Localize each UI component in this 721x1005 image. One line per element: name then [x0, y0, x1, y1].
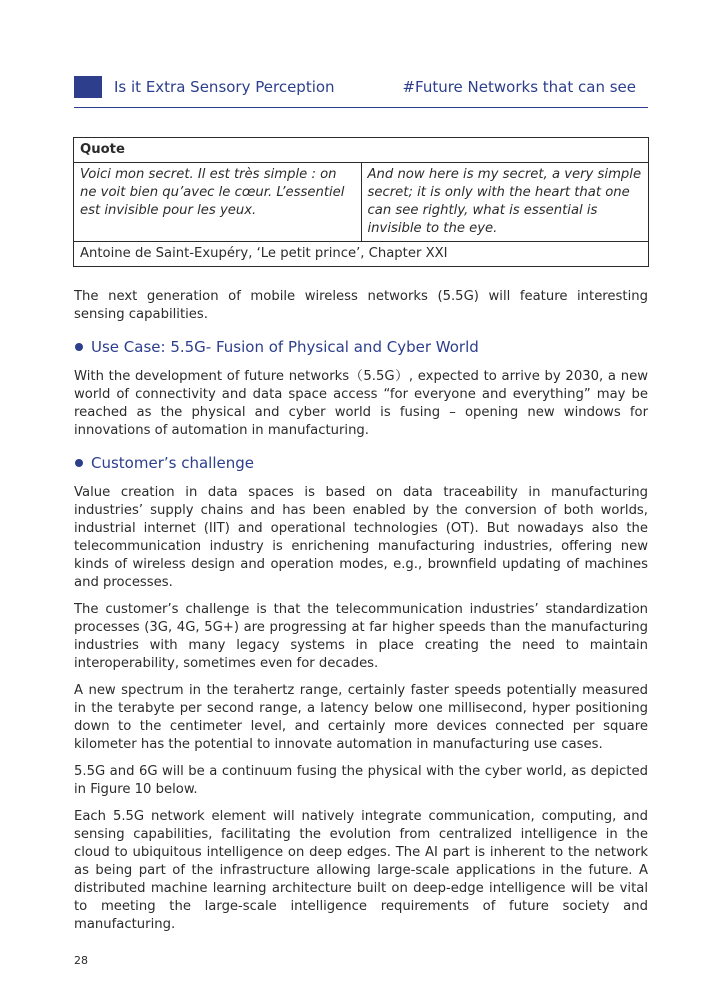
page-number: 28: [74, 954, 88, 967]
quote-table: [73, 137, 649, 267]
paragraph: Value creation in data spaces is based on data traceability in manufacturing industries’ supply chains and has been enabled by the conversion of both worlds, industrial internet (IIT) and operational technologies (OT). But nowadays also the telecommunication industry is enrichening manufacturing industries, offering new kinds of wireless design and operation modes, e.g., brownfield updating of machines and processes.: [74, 485, 648, 590]
bullet-icon: [75, 459, 83, 467]
bullet-icon: [75, 343, 83, 351]
paragraph: Each 5.5G network element will natively integrate communication, computing, and sensing capabilities, facilitating the evolution from centralized intelligence in the cloud to ubiquitous intelligence on deep edges. The AI part is inherent to the network as being part of the infrastructure allowing large-scale applications in the future. A distributed machine learning architecture built on deep-edge intelligence will be vital to meeting the large-scale intelligence requirements of future society and manufacturing.: [74, 809, 648, 932]
section-heading-use-case: [74, 338, 648, 356]
header-left-title: Is it Extra Sensory Perception: [114, 78, 335, 96]
quote-text-row: [74, 163, 649, 242]
quote-french: Voici mon secret. Il est très simple : on ne voit bien qu’avec le cœur. L’essentiel est invisible pour les yeux.: [74, 163, 362, 242]
header-divider: [74, 107, 648, 108]
paragraph: With the development of future networks（5.5G）, expected to arrive by 2030, a new world of connectivity and data space access “for everyone and everything” may be reached as the physical and cyber world is fusing – opening new windows for innovations of automation in manufacturing.: [74, 369, 648, 438]
quote-source: Antoine de Saint-Exupéry, ‘Le petit prince’, Chapter XXI: [74, 242, 649, 267]
section-heading-text: Use Case: 5.5G- Fusion of Physical and Cyber World: [91, 338, 479, 356]
intro-paragraph: The next generation of mobile wireless networks (5.5G) will feature interesting sensing capabilities.: [74, 289, 648, 322]
paragraph: A new spectrum in the terahertz range, certainly faster speeds potentially measured in the terabyte per second range, a latency below one millisecond, hyper positioning down to the centimeter level, and certainly more devices connected per square kilometer has the potential to innovate automation in manufacturing use cases.: [74, 683, 648, 752]
section-heading-text: Customer’s challenge: [91, 454, 254, 472]
page-header: [74, 76, 648, 100]
quote-source-row: [74, 242, 649, 267]
paragraph: The customer’s challenge is that the telecommunication industries’ standardization processes (3G, 4G, 5G+) are progressing at far higher speeds than the manufacturing industries with many legacy systems in place creating the need to maintain interoperability, sometimes even for decades.: [74, 602, 648, 671]
section-heading-customer-challenge: [74, 454, 648, 472]
paragraph: 5.5G and 6G will be a continuum fusing the physical with the cyber world, as depicted in Figure 10 below.: [74, 764, 648, 797]
header-right-title: #Future Networks that can see: [402, 78, 636, 96]
quote-heading: Quote: [74, 138, 649, 163]
main-content: [74, 288, 648, 943]
quote-heading-row: [74, 138, 649, 163]
header-square-icon: [74, 76, 102, 98]
quote-english: And now here is my secret, a very simple secret; it is only with the heart that one can see rightly, what is essential is invisible to the eye.: [361, 163, 649, 242]
